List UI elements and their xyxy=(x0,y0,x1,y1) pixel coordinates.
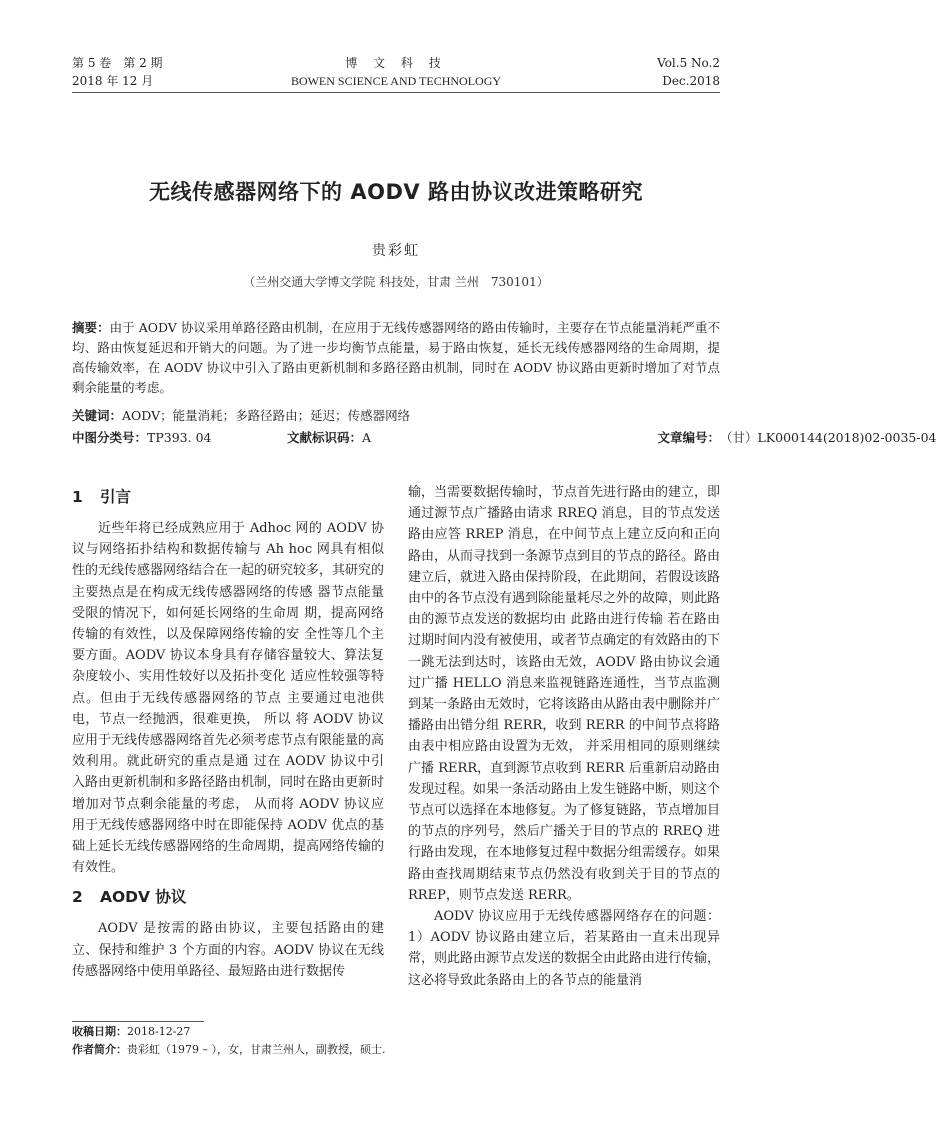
author-bio xyxy=(72,1042,385,1058)
section-2-paragraph: AODV 是按需的路由协议，主要包括路由的建立、保持和维护 3 个方面的内容。AODV 协议在无线传感器网络中使用单路径、最短路由进行数据传 xyxy=(72,921,384,979)
journal-name-en: BOWEN SCIENCE AND TECHNOLOGY xyxy=(290,74,502,88)
abstract xyxy=(72,318,720,398)
received-value: 2018-12-27 xyxy=(127,1025,191,1038)
abstract-label: 摘要： xyxy=(72,320,110,335)
received-date xyxy=(72,1024,190,1040)
header-date: 2018 年 12 月 xyxy=(72,74,154,88)
bio-label: 作者简介： xyxy=(72,1043,127,1056)
journal-name-cn: 博 文 科 技 xyxy=(345,56,447,70)
clc-number xyxy=(72,428,212,448)
abstract-text: 由于 AODV 协议采用单路径路由机制，在应用于无线传感器网络的路由传输时，主要存在节点能量消耗严重不均、路由恢复延迟和开销大的问题。为了进一步均衡节点能量，易于路由恢复，延长无线传感器网络的生命周期，提高传输效率，在 AODV 协议中引入了路由更新机制和多路径路由机制，同时在 AODV 协议路由更新时增加了对节点剩余能量的考虑。 xyxy=(72,320,720,395)
article-number xyxy=(657,428,937,448)
section-2-number: 2 xyxy=(72,888,83,907)
keywords-label: 关键词： xyxy=(72,408,123,423)
keywords xyxy=(72,406,720,426)
doc-value: A xyxy=(362,430,372,445)
section-2-continued-paragraph: 输，当需要数据传输时，节点首先进行路由的建立，即通过源节点广播路由请求 RREQ 消息，目的节点发送路由应答 RREP 消息，在中间节点上建立反向和正向路由，从而寻找到一条源节点到目的节点的路径。路由建立后，就进入路由保持阶段，在此期间，若假设该路由中的各节点没有遇到除能量耗尽之外的故障，则此路由的源节点发送的数据均由 此路由进行传输 若在路由过期时间内没有被使用，或者节点确定的有效路由的下一跳无法到达时，该路由无效，AODV 路由协议会通过广播 HELLO 消息来监视链路连通性，当节点监测到某一条路由无效时，它将该路由从路由表中删除并广播路由出错分组 RERR，收到 RERR 的中间节点将路由表中相应路由设置为无效， 并采用相同的原则继续广播 RERR，直到源节点收到 RERR 后重新启动路由发现过程。如果一条活动路由上发生链路中断，则这个节点可以选择在本地修复。为了修复链路，节点增加目的节点的序列号，然后广播关于目的节点的 RREQ 进行路由发现，在本地修复过程中数据分组需缓存。如果路由查找周期结束节点仍然没有收到关于目的节点的 RREP，则节点发送 RERR。 xyxy=(408,485,721,903)
running-header xyxy=(72,48,720,93)
section-2-title: AODV 协议 xyxy=(100,888,187,907)
section-2-heading xyxy=(72,886,384,908)
left-column xyxy=(72,482,384,982)
bio-value: 贵彩虹（1979 – ），女，甘肃兰州人，副教授，硕士. xyxy=(127,1043,386,1056)
header-volume-en xyxy=(657,54,720,90)
clc-label: 中图分类号： xyxy=(72,430,148,445)
footnote-divider xyxy=(72,1021,204,1022)
article-label: 文章编号： xyxy=(657,430,720,445)
received-label: 收稿日期： xyxy=(72,1025,127,1038)
section-1-paragraph: 近些年将已经成熟应用于 Adhoc 网的 AODV 协议与网络拓扑结构和数据传输与 Ah hoc 网具有相似性的无线传感器网络结合在一起的研究较多，其研究的主要热点是在构成无线传感器网络的传感 器节点能量受限的情况下，如何延长网络的生命周 期，提高网络传输的有效性，以及保障网络传输的安 全性等几个主要方面。AODV 协议本身具有存储容量较大、算法复杂度较小、实用性较好以及拓扑变化 适应性较强等特点。但由于无线传感器网络的节点 主要通过电池供电，节点一经抛洒，很难更换， 所以 将 AODV 协议应用于无线传感器网络首先必须考虑节点有限能量的高效利用。就此研究的重点是通 过在 AODV 协议中引入路由更新机制和多路径路由机制，同时在路由更新时增加对节点剩余能量的考虑， 从而将 AODV 协议应用于无线传感器网络中时在即能保持 AODV 优点的基础上延长无线传感器网络的生命周期，提高网络传输的有效性。 xyxy=(72,521,385,876)
article-value: （甘）LK000144(2018)02-0035-04 xyxy=(720,430,937,445)
section-1-title: 引言 xyxy=(100,488,132,506)
section-1-number: 1 xyxy=(72,488,83,506)
author-affiliation: （兰州交通大学博文学院 科技处，甘肃 兰州 730101） xyxy=(243,275,549,289)
author-name: 贵彩虹 xyxy=(372,243,420,259)
clc-value: TP393. 04 xyxy=(147,430,212,445)
doc-label: 文献标识码： xyxy=(287,430,363,445)
section-1-heading xyxy=(72,486,384,508)
right-column xyxy=(408,482,720,991)
header-date-en: Dec.2018 xyxy=(662,74,720,88)
doc-code xyxy=(287,428,372,448)
section-2-problems-paragraph: AODV 协议应用于无线传感器网络存在的问题：1）AODV 协议路由建立后，若某路由一直未出现异常，则此路由源节点发送的数据全由此路由进行传输，这必将导致此条路由上的各节点的能量消 xyxy=(408,909,721,988)
header-journal xyxy=(72,54,720,90)
keywords-text: AODV；能量消耗；多路径路由；延迟；传感器网络 xyxy=(122,408,411,423)
paper-title: 无线传感器网络下的 AODV 路由协议改进策略研究 xyxy=(149,180,643,204)
header-volume: 第 5 卷 第 2 期 xyxy=(72,56,163,70)
header-vol-no: Vol.5 No.2 xyxy=(657,56,720,70)
